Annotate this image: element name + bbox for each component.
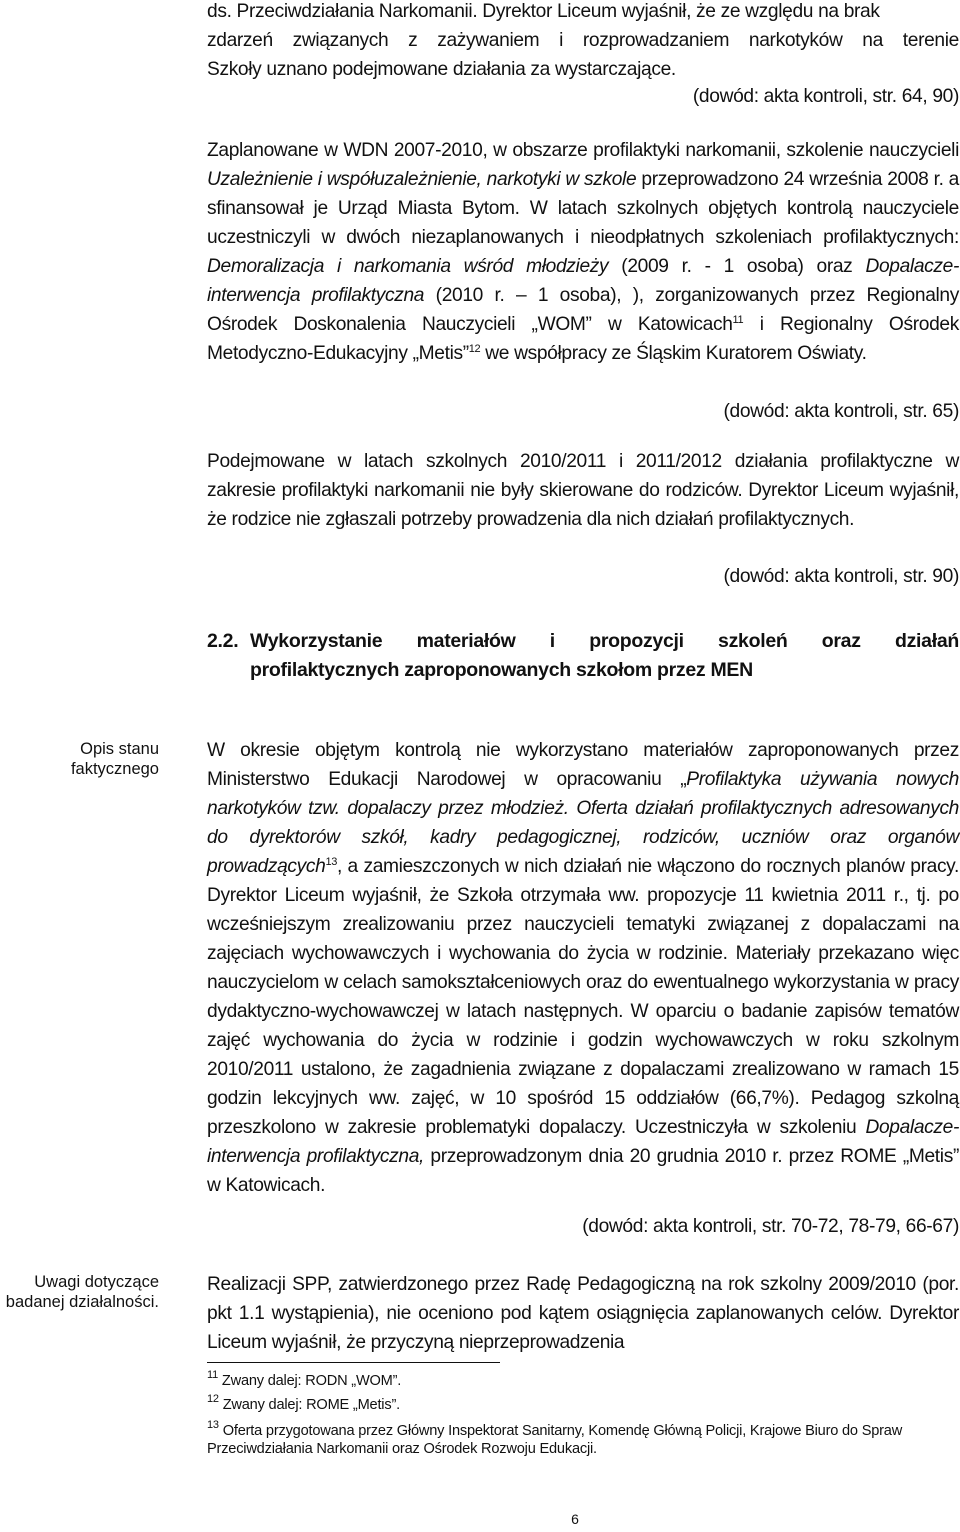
evidence-note-4: (dowód: akta kontroli, str. 70-72, 78-79, 66-67) [582,1216,959,1237]
footnote-12-number: 12 [207,1393,219,1405]
offer-title: Oferta działań profilaktycznych adresowanych do dyrektorów szkół, kadry pedagogicznej, rodziców, uczniów oraz organów prowadzących [207,798,960,877]
wdn-text-4: (2010 r. – 1 osoba), ), zorganizowanych przez Regionalny Ośrodek Doskonalenia Nauczycieli „WOM” w Katowicach [207,285,959,335]
wdn-text-5: i Regionalny Ośrodek Metodyczno-Edukacyjny „Metis” [207,314,959,364]
facts-label-line-2: faktycznego [70,760,159,778]
section-number: 2.2. [207,630,239,652]
wdn-training-title-3: Dopalacze-interwencja profilaktyczna [207,256,959,306]
evidence-note-1: (dowód: akta kontroli, str. 64, 90) [692,86,959,107]
footnote-13-text: Oferta przygotowana przez Główny Inspektorat Sanitarny, Komendę Główną Policji, Krajowe Biuro do Spraw Przeciwdziałania Narkomanii oraz Ośrodek Rozwoju Edukacji. [207,1423,903,1457]
parents-paragraph: Podejmowane w latach szkolnych 2010/2011 i 2011/2012 działania profilaktyczne w zakresie profilaktyki narkomanii nie były skierowane do rodziców. Dyrektor Liceum wyjaśnił, że rodzice nie zgłaszali potrzeby prowadzenia dla nich działań profilaktycznych. [207,451,959,530]
footnote-12-text: Zwany dalej: ROME „Metis”. [222,1397,400,1413]
wdn-text-1: Zaplanowane w WDN 2007-2010, w obszarze profilaktyki narkomanii, szkolenie nauczycieli [207,140,959,161]
wdn-text-6: we współpracy ze Śląskim Kuratorem Oświaty. [480,343,867,364]
facts-paragraph [207,736,959,1200]
facts-text-4: przeprowadzonym dnia 20 grudnia 2010 r. przez ROME „Metis” w Katowicach. [207,1146,959,1196]
evidence-note-3: (dowód: akta kontroli, str. 90) [723,566,959,587]
section-title-line-2: profilaktycznych zaproponowanych szkołom przez MEN [250,659,753,681]
intro-line-2: zdarzeń związanych z zażywaniem i rozprowadzaniem narkotyków na terenie [207,30,959,51]
remarks-label-line-2: badanej działalności. [5,1293,159,1311]
page-number: 6 [571,1511,579,1527]
footnote-ref-11: 11 [732,314,744,326]
remarks-label [0,1272,159,1312]
remarks-paragraph: Realizacji SPP, zatwierdzonego przez Radę Pedagogiczną na rok szkolny 2009/2010 (por. pkt 1.1 wystąpienia), nie oceniono pod kątem osiągnięcia zaplanowanych celów. Dyrektor Liceum wyjaśnił, że przyczyną nieprzeprowadzenia [207,1274,959,1353]
footnote-13-number: 13 [207,1419,219,1431]
wdn-training-title: Uzależnienie i współuzależnienie, narkotyki w szkole [207,169,637,190]
intro-line-3: Szkoły uznano podejmowane działania za wystarczające. [207,59,676,80]
remarks-label-line-1: Uwagi dotyczące [34,1273,159,1291]
footnote-12 [207,1393,959,1414]
wdn-training-title-2: Demoralizacja i narkomania wśród młodzieży [207,256,609,277]
facts-text-1: W okresie objętym kontrolą nie wykorzystano materiałów zaproponowanych przez Ministerstwo Edukacji Narodowej w opracowaniu „ [207,740,959,790]
wdn-text-3: (2009 r. - 1 osoba) oraz [608,256,866,277]
footnote-separator [207,1362,500,1363]
men-publication-title: Profilaktyka używania nowych narkotyków tzw. dopalaczy przez młodzież. [207,769,959,819]
footnote-ref-13: 13 [325,856,337,868]
section-title-line-1: Wykorzystanie materiałów i propozycji szkoleń oraz działań [250,630,959,652]
footnote-ref-12: 12 [468,343,481,355]
facts-text-3: , a zamieszczonych w nich działań nie włączono do rocznych planów pracy. Dyrektor Liceum wyjaśnił, że Szkoła otrzymała ww. propozycje 11 kwietnia 2011 r., tj. po wcześniejszym zrealizowaniu przez nauczycieli tematyki związanej z dopalaczami na zajęciach wychowawczych i wychowania do życia w rodzinie. Materiały przekazano więc nauczycielom w celach samokształceniowych oraz do ewentualnego wykorzystania w pracy dydaktyczno-wychowawczej w latach następnych. W oparciu o badanie zapisów tematów zajęć wychowania do życia w rodzinie i godzin wychowawczych w roku szkolnym 2010/2011 ustalono, że zagadnienia związane z dopalaczami zrealizowano w ramach 15 godzin lekcyjnych ww. zajęć, w 10 spośród 15 oddziałów (66,7%). Pedagog szkolną przeszkolono w zakresie problematyki dopalaczy. Uczestniczyła w szkoleniu [207,856,959,1138]
footnote-11-text: Zwany dalej: RODN „WOM”. [221,1373,402,1389]
evidence-note-2: (dowód: akta kontroli, str. 65) [723,401,959,422]
footnote-13 [207,1419,959,1458]
section-title [250,627,959,685]
wdn-paragraph [207,136,959,368]
facts-training-title: Dopalacze-interwencja profilaktyczna, [207,1117,959,1167]
facts-label-line-1: Opis stanu [80,740,159,758]
intro-paragraph [207,0,959,84]
facts-label [20,739,159,779]
footnote-11 [207,1369,959,1390]
intro-line-1: ds. Przeciwdziałania Narkomanii. Dyrektor Liceum wyjaśnił, że ze względu na brak [207,1,880,22]
wdn-text-2: przeprowadzono 24 września 2008 r. a sfinansował je Urząd Miasta Bytom. W latach szkolnych objętych kontrolą nauczyciele uczestniczyli w dwóch niezaplanowanych i nieodpłatnych szkoleniach profilaktycznych: [207,169,959,248]
footnote-11-number: 11 [207,1369,219,1381]
